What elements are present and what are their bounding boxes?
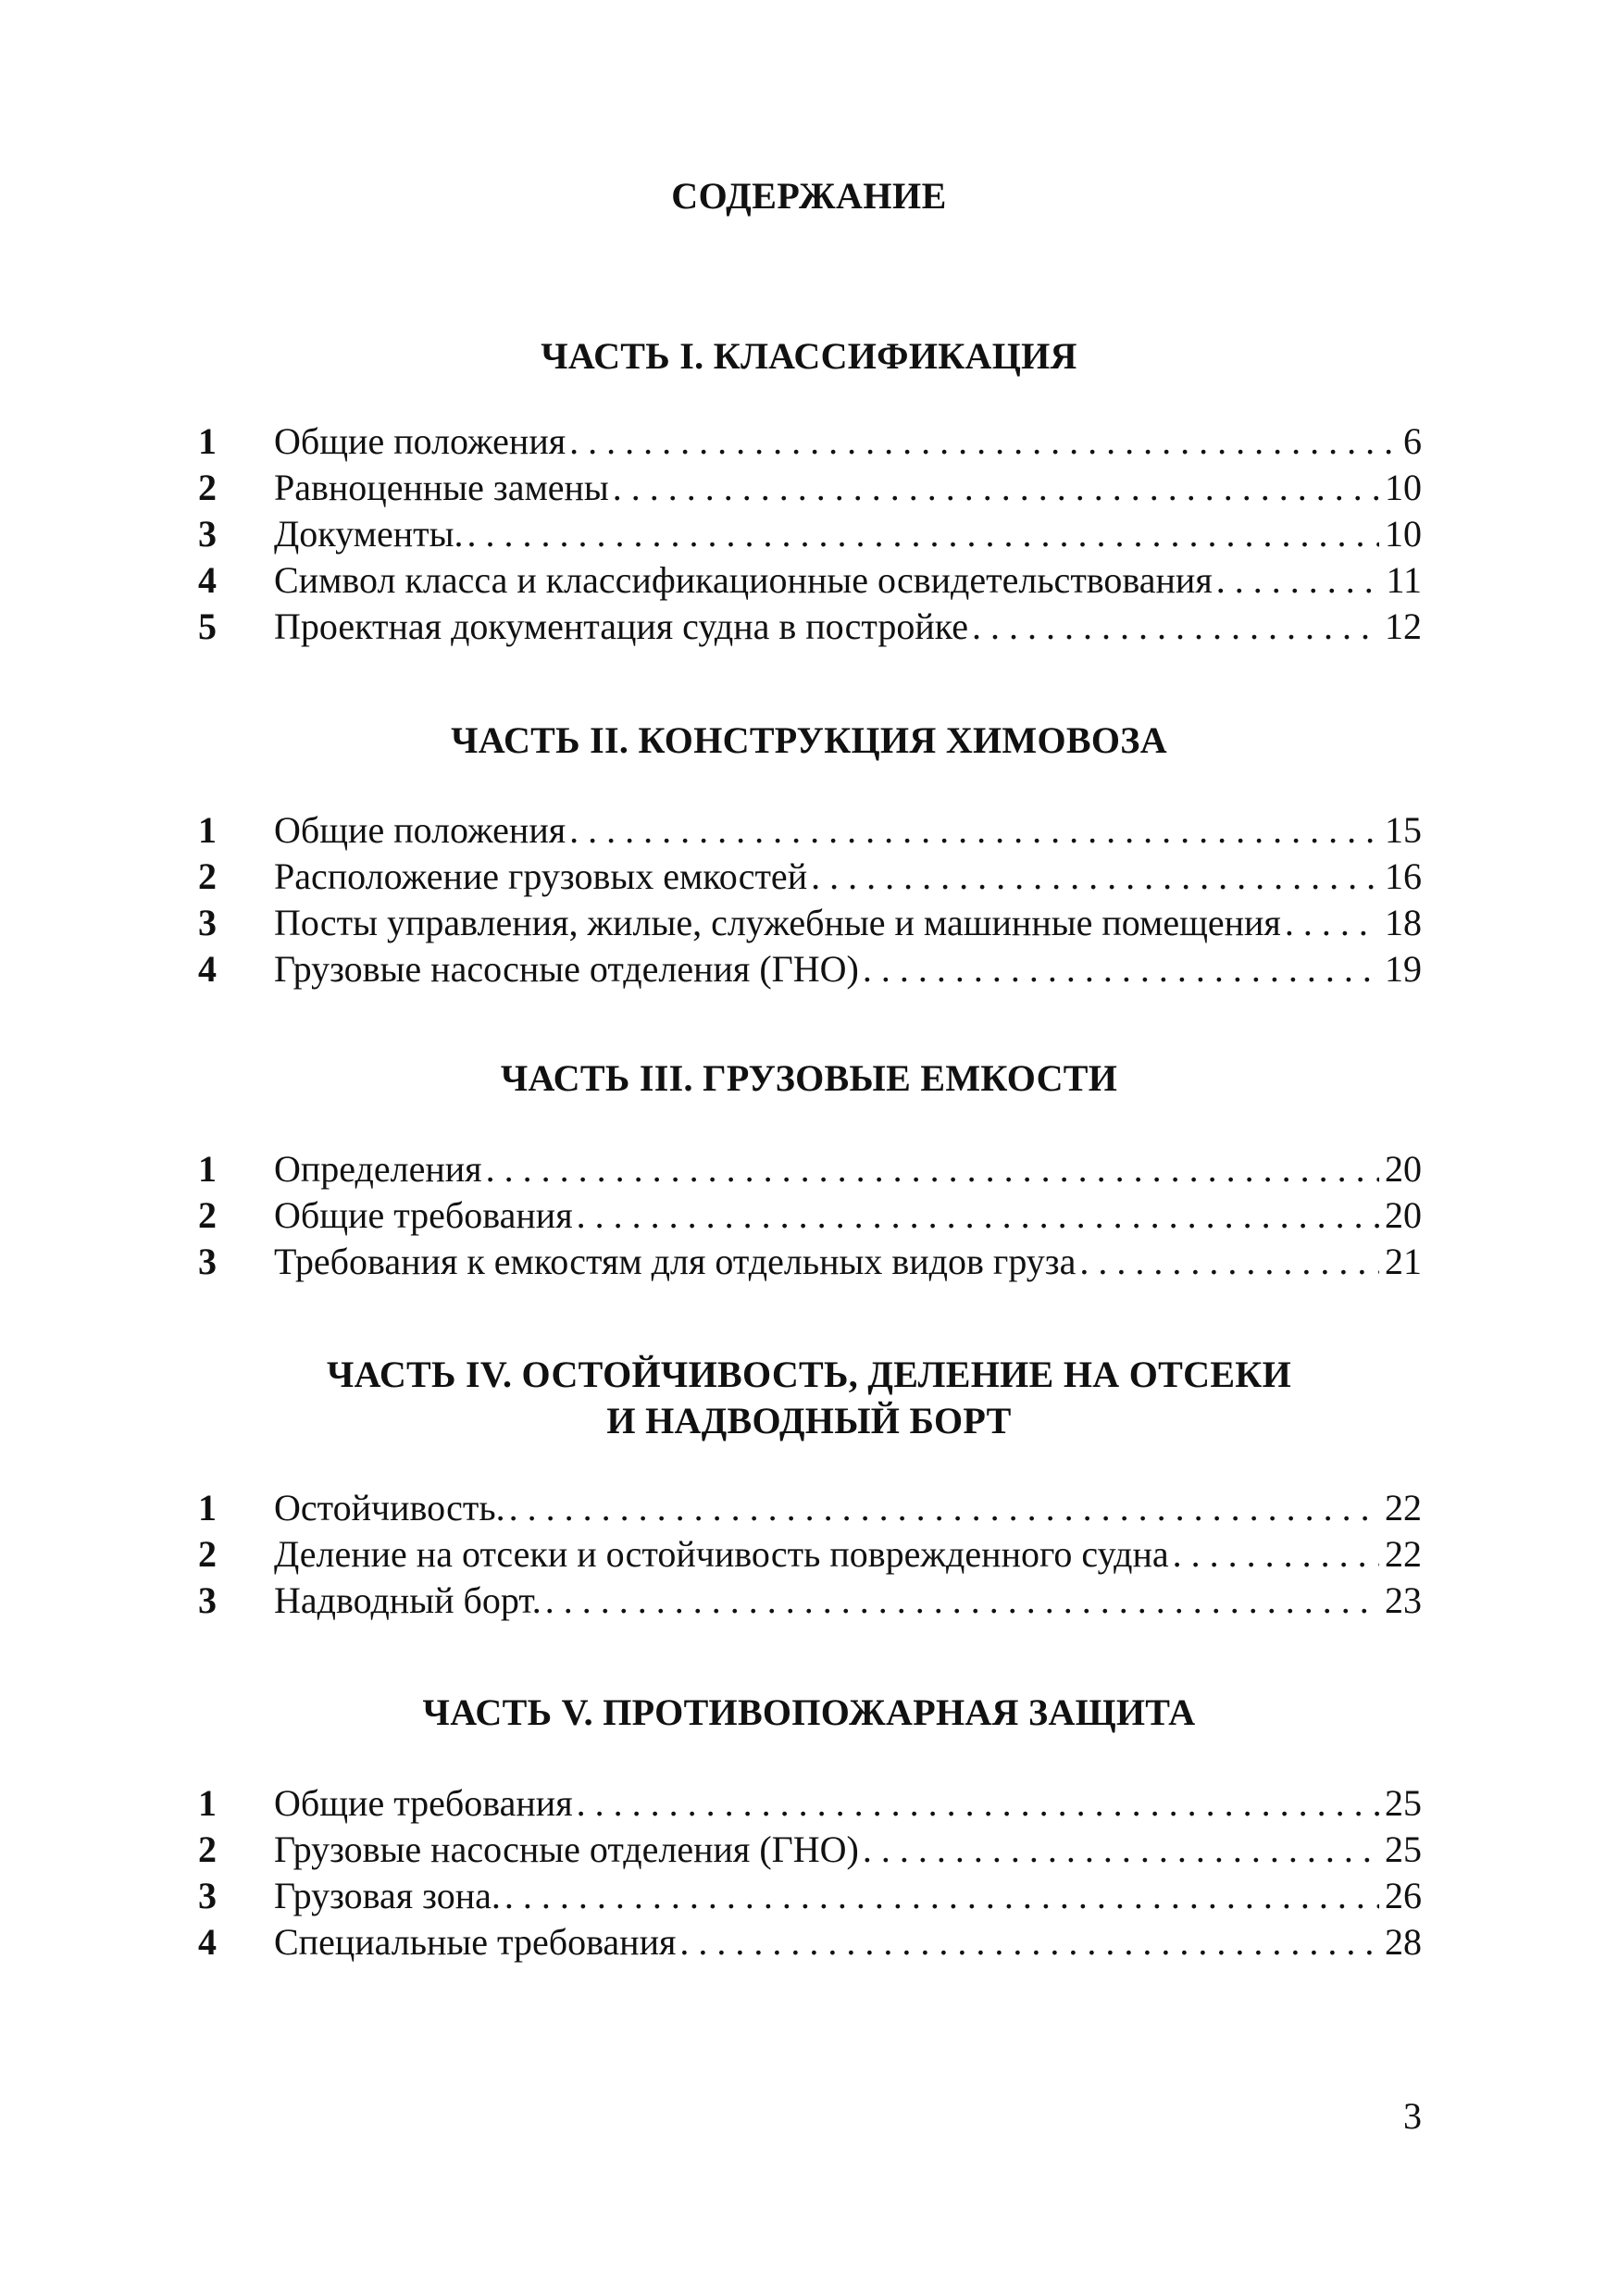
entry-page: 22	[1385, 1533, 1422, 1575]
toc-entry[interactable]	[0, 1873, 1618, 1919]
entry-number: 1	[198, 420, 217, 462]
entry-number: 3	[198, 1579, 217, 1621]
entry-number: 4	[198, 1921, 217, 1963]
dot-leader	[1216, 557, 1381, 604]
entry-number: 3	[198, 902, 217, 943]
part-title-line: ЧАСТЬ IV. ОСТОЙЧИВОСТЬ, ДЕЛЕНИЕ НА ОТСЕКИ	[326, 1354, 1292, 1395]
entry-label: Документы.	[274, 513, 464, 555]
entry-page: 23	[1385, 1579, 1422, 1621]
dot-leader	[679, 1919, 1379, 1965]
dot-leader	[486, 1146, 1379, 1192]
toc-entry[interactable]	[0, 1485, 1618, 1531]
entry-label: Специальные требования	[274, 1921, 677, 1963]
entry-label: Проектная документация судна в постройке	[274, 605, 968, 647]
entry-page: 18	[1385, 902, 1422, 943]
part-title-line: ЧАСТЬ II. КОНСТРУКЦИЯ ХИМОВОЗА	[451, 719, 1167, 761]
entry-label: Расположение грузовых емкостей	[274, 855, 808, 897]
entry-label: Равноценные замены	[274, 467, 609, 508]
entry-label: Общие требования	[274, 1782, 573, 1824]
dot-leader	[863, 1827, 1379, 1873]
entry-label: Грузовая зона.	[274, 1875, 501, 1916]
toc-list	[0, 1485, 1618, 1624]
toc-entry[interactable]	[0, 557, 1618, 604]
entry-page: 16	[1385, 855, 1422, 897]
entry-page: 19	[1385, 948, 1422, 990]
part-title	[0, 718, 1618, 764]
dot-leader	[569, 418, 1398, 465]
entry-number: 3	[198, 1875, 217, 1916]
entry-label: Общие требования	[274, 1194, 573, 1236]
entry-page: 20	[1385, 1148, 1422, 1190]
toc-list	[0, 1780, 1618, 1965]
toc-entry[interactable]	[0, 511, 1618, 557]
entry-label: Посты управления, жилые, служебные и машинные помещения	[274, 902, 1281, 943]
toc-list	[0, 807, 1618, 992]
dot-leader	[1079, 1239, 1379, 1285]
entry-label: Грузовые насосные отделения (ГНО)	[274, 1828, 859, 1870]
entry-number: 3	[198, 513, 217, 555]
entry-label: Общие положения	[274, 809, 566, 851]
entry-label: Грузовые насосные отделения (ГНО)	[274, 948, 859, 990]
toc-entry[interactable]	[0, 807, 1618, 854]
entry-number: 4	[198, 948, 217, 990]
dot-leader	[972, 604, 1379, 650]
dot-leader	[863, 946, 1379, 992]
toc-entry[interactable]	[0, 900, 1618, 946]
entry-number: 2	[198, 855, 217, 897]
part-title-line: ЧАСТЬ I. КЛАССИФИКАЦИЯ	[541, 335, 1077, 377]
part-title-line: ЧАСТЬ III. ГРУЗОВЫЕ ЕМКОСТИ	[500, 1057, 1118, 1099]
entry-label: Остойчивость.	[274, 1487, 505, 1529]
dot-leader	[1173, 1531, 1379, 1578]
toc-list	[0, 1146, 1618, 1285]
entry-page: 25	[1385, 1782, 1422, 1824]
entry-label: Символ класса и классификационные освидетельствования	[274, 559, 1213, 601]
entry-number: 1	[198, 1487, 217, 1529]
dot-leader	[613, 465, 1379, 511]
toc-entry[interactable]	[0, 1531, 1618, 1578]
toc-entry[interactable]	[0, 946, 1618, 992]
toc-entry[interactable]	[0, 1827, 1618, 1873]
entry-page: 6	[1403, 420, 1422, 462]
page-title: СОДЕРЖАНИЕ	[671, 175, 947, 217]
dot-leader	[1285, 900, 1379, 946]
entry-page: 15	[1385, 809, 1422, 851]
entry-page: 11	[1386, 559, 1422, 601]
toc-entry[interactable]	[0, 418, 1618, 465]
dot-leader	[509, 1485, 1379, 1531]
dot-leader	[569, 807, 1379, 854]
toc-entry[interactable]	[0, 1919, 1618, 1965]
dot-leader	[577, 1192, 1379, 1239]
part-title	[0, 333, 1618, 380]
toc-entry[interactable]	[0, 604, 1618, 650]
entry-number: 3	[198, 1241, 217, 1282]
entry-label: Определения	[274, 1148, 482, 1190]
entry-page: 25	[1385, 1828, 1422, 1870]
toc-entry[interactable]	[0, 1146, 1618, 1192]
toc-entry[interactable]	[0, 854, 1618, 900]
entry-label: Надводный борт.	[274, 1579, 541, 1621]
entry-page: 12	[1385, 605, 1422, 647]
part-title-line: ЧАСТЬ V. ПРОТИВОПОЖАРНАЯ ЗАЩИТА	[422, 1691, 1196, 1733]
entry-number: 4	[198, 559, 217, 601]
entry-number: 2	[198, 1533, 217, 1575]
entry-number: 2	[198, 1828, 217, 1870]
page-number: 3	[1403, 2095, 1422, 2137]
entry-number: 5	[198, 605, 217, 647]
dot-leader	[811, 854, 1379, 900]
entry-page: 10	[1385, 467, 1422, 508]
entry-page: 28	[1385, 1921, 1422, 1963]
entry-number: 2	[198, 467, 217, 508]
toc-entry[interactable]	[0, 465, 1618, 511]
entry-label: Общие положения	[274, 420, 566, 462]
entry-page: 22	[1385, 1487, 1422, 1529]
entry-page: 26	[1385, 1875, 1422, 1916]
part-title-line: И НАДВОДНЫЙ БОРТ	[606, 1400, 1012, 1441]
toc-entry[interactable]	[0, 1780, 1618, 1827]
entry-label: Деление на отсеки и остойчивость поврежденного судна	[274, 1533, 1169, 1575]
entry-number: 2	[198, 1194, 217, 1236]
dot-leader	[545, 1578, 1379, 1624]
dot-leader	[467, 511, 1379, 557]
dot-leader	[504, 1873, 1379, 1919]
toc-entry[interactable]	[0, 1192, 1618, 1239]
part-title	[0, 1055, 1618, 1102]
toc-entry[interactable]	[0, 1578, 1618, 1624]
part-title	[0, 1690, 1618, 1736]
entry-number: 1	[198, 1782, 217, 1824]
toc-list	[0, 418, 1618, 650]
part-title	[0, 1352, 1618, 1444]
entry-label: Требования к емкостям для отдельных видов груза	[274, 1241, 1077, 1282]
toc-entry[interactable]	[0, 1239, 1618, 1285]
entry-number: 1	[198, 1148, 217, 1190]
entry-number: 1	[198, 809, 217, 851]
entry-page: 20	[1385, 1194, 1422, 1236]
dot-leader	[577, 1780, 1379, 1827]
entry-page: 10	[1385, 513, 1422, 555]
entry-page: 21	[1385, 1241, 1422, 1282]
